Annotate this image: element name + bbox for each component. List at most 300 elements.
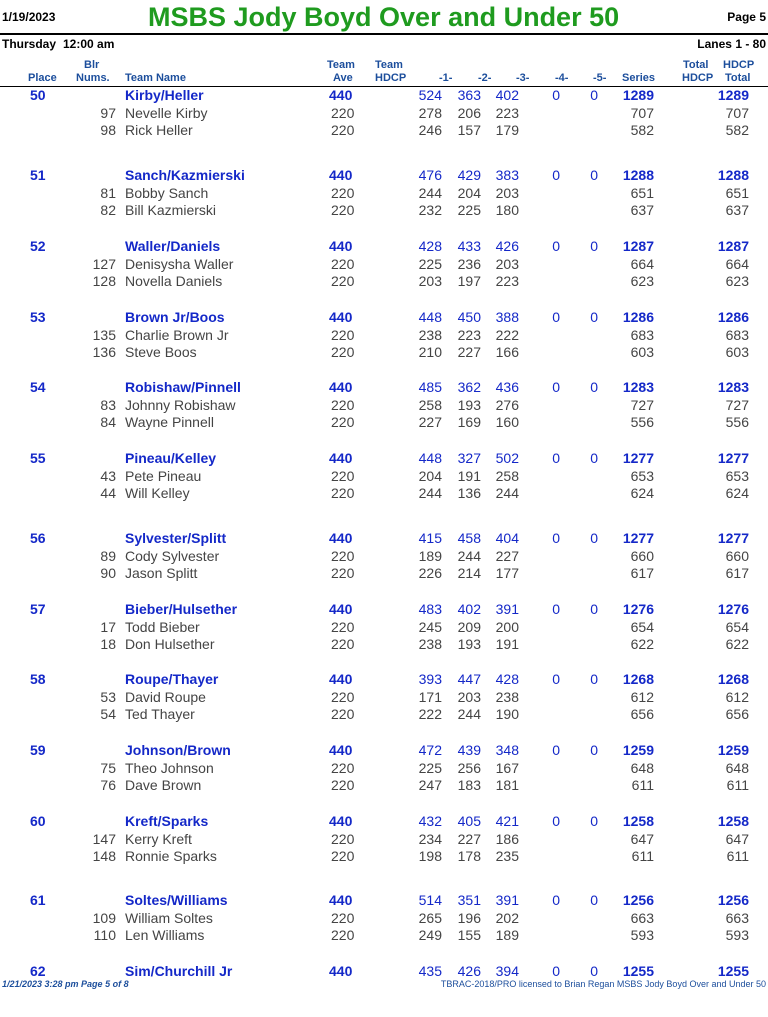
bowler-number: 53	[100, 689, 116, 705]
bowler-average: 220	[331, 777, 355, 793]
bowler-game-3: 203	[495, 256, 519, 272]
bowler-average: 220	[331, 689, 355, 705]
team-game-1: 485	[418, 379, 442, 395]
team-series: 1277	[622, 450, 654, 466]
bowler-game-1: 225	[418, 256, 442, 272]
bowler-number: 75	[100, 760, 116, 776]
bowler-average: 220	[331, 122, 355, 138]
bowler-hdcp-total: 593	[725, 927, 749, 943]
team-series: 1287	[622, 238, 654, 254]
bowler-name: Wayne Pinnell	[125, 414, 214, 430]
team-series: 1288	[622, 167, 654, 183]
team-block	[0, 379, 768, 433]
bowler-average: 220	[331, 636, 355, 652]
bowler-game-1: 222	[418, 706, 442, 722]
bowler-series: 660	[630, 548, 654, 564]
bowler-number: 54	[100, 706, 116, 722]
team-name: Kirby/Heller	[125, 87, 204, 103]
bowler-series: 622	[630, 636, 654, 652]
bowler-game-2: 244	[457, 706, 481, 722]
team-game-5: 0	[590, 379, 598, 395]
team-place: 54	[30, 379, 46, 395]
team-game-4: 0	[552, 813, 560, 829]
bowler-name: Nevelle Kirby	[125, 105, 208, 121]
bowler-game-2: 227	[457, 344, 481, 360]
team-game-1: 448	[418, 450, 442, 466]
bowler-average: 220	[331, 256, 355, 272]
team-game-3: 402	[495, 87, 519, 103]
team-game-2: 439	[457, 742, 481, 758]
bowler-game-2: 236	[457, 256, 481, 272]
bowler-name: Ronnie Sparks	[125, 848, 217, 864]
bowler-game-3: 166	[495, 344, 519, 360]
team-average: 440	[329, 530, 353, 546]
team-game-5: 0	[590, 813, 598, 829]
bowler-average: 220	[331, 848, 355, 864]
bowler-number: 81	[100, 185, 116, 201]
col-game-3: -3-	[516, 72, 530, 84]
team-game-2: 327	[457, 450, 481, 466]
header-rule	[0, 33, 768, 35]
bowler-name: Johnny Robishaw	[125, 397, 236, 413]
team-game-4: 0	[552, 87, 560, 103]
bowler-hdcp-total: 651	[725, 185, 749, 201]
team-block	[0, 450, 768, 504]
league-day: Thursday	[2, 37, 57, 51]
bowler-series: 683	[630, 327, 654, 343]
team-place: 59	[30, 742, 46, 758]
bowler-name: William Soltes	[125, 910, 213, 926]
bowler-game-2: 206	[457, 105, 481, 121]
bowler-average: 220	[331, 414, 355, 430]
team-game-5: 0	[590, 671, 598, 687]
report-title: MSBS Jody Boyd Over and Under 50	[148, 2, 620, 32]
team-game-5: 0	[590, 450, 598, 466]
col-hdcp-total-bottom: Total	[725, 72, 751, 84]
bowler-series: 603	[630, 344, 654, 360]
team-game-1: 415	[418, 530, 442, 546]
team-game-4: 0	[552, 892, 560, 908]
team-average: 440	[329, 892, 353, 908]
team-block	[0, 892, 768, 946]
team-game-3: 426	[495, 238, 519, 254]
team-game-5: 0	[590, 892, 598, 908]
bowler-hdcp-total: 617	[725, 565, 749, 581]
bowler-game-3: 238	[495, 689, 519, 705]
bowler-game-3: 186	[495, 831, 519, 847]
team-game-3: 388	[495, 309, 519, 325]
team-hdcp-total: 1255	[717, 963, 749, 979]
team-hdcp-total: 1287	[717, 238, 749, 254]
bowler-hdcp-total: 660	[725, 548, 749, 564]
bowler-name: Steve Boos	[125, 344, 197, 360]
bowler-name: Theo Johnson	[125, 760, 214, 776]
bowler-number: 82	[100, 202, 116, 218]
bowler-hdcp-total: 637	[725, 202, 749, 218]
bowler-hdcp-total: 727	[725, 397, 749, 413]
team-hdcp-total: 1286	[717, 309, 749, 325]
bowler-game-2: 209	[457, 619, 481, 635]
team-name: Sanch/Kazmierski	[125, 167, 245, 183]
bowler-series: 611	[631, 777, 654, 793]
bowler-hdcp-total: 683	[725, 327, 749, 343]
bowler-hdcp-total: 582	[725, 122, 749, 138]
bowler-game-3: 189	[495, 927, 519, 943]
bowler-hdcp-total: 663	[725, 910, 749, 926]
bowler-game-1: 247	[418, 777, 442, 793]
team-hdcp-total: 1277	[717, 450, 749, 466]
team-name: Sylvester/Splitt	[125, 530, 227, 546]
team-average: 440	[329, 813, 353, 829]
team-game-1: 432	[418, 813, 442, 829]
team-game-1: 428	[418, 238, 442, 254]
bowler-series: 612	[630, 689, 654, 705]
bowler-series: 648	[630, 760, 654, 776]
bowler-game-3: 179	[495, 122, 519, 138]
bowler-hdcp-total: 603	[725, 344, 749, 360]
team-block	[0, 601, 768, 655]
team-game-4: 0	[552, 530, 560, 546]
bowler-game-3: 235	[495, 848, 519, 864]
bowler-number: 148	[92, 848, 116, 864]
bowler-average: 220	[331, 910, 355, 926]
bowler-game-2: 191	[457, 468, 481, 484]
bowler-game-1: 238	[418, 636, 442, 652]
team-game-4: 0	[552, 601, 560, 617]
bowler-game-2: 227	[457, 831, 481, 847]
bowler-number: 43	[100, 468, 116, 484]
bowler-series: 663	[630, 910, 654, 926]
bowler-number: 83	[100, 397, 116, 413]
team-game-3: 394	[495, 963, 519, 979]
bowler-number: 127	[92, 256, 116, 272]
bowler-hdcp-total: 654	[725, 619, 749, 635]
team-game-3: 391	[495, 601, 519, 617]
bowler-game-3: 177	[495, 565, 519, 581]
col-series: Series	[622, 72, 656, 84]
team-game-1: 435	[418, 963, 442, 979]
bowler-name: Charlie Brown Jr	[125, 327, 229, 343]
bowler-game-2: 214	[457, 565, 481, 581]
team-series: 1283	[622, 379, 654, 395]
bowler-name: Kerry Kreft	[125, 831, 192, 847]
team-series: 1268	[622, 671, 654, 687]
bowler-average: 220	[331, 831, 355, 847]
team-name: Waller/Daniels	[125, 238, 221, 254]
bowler-average: 220	[331, 202, 355, 218]
bowler-name: Bill Kazmierski	[125, 202, 217, 218]
bowler-game-1: 171	[418, 689, 442, 705]
bowler-number: 84	[100, 414, 116, 430]
bowler-number: 17	[100, 619, 116, 635]
bowler-game-3: 203	[495, 185, 519, 201]
team-place: 52	[30, 238, 46, 254]
team-block	[0, 87, 768, 141]
bowler-game-1: 226	[418, 565, 442, 581]
team-hdcp-total: 1289	[717, 87, 749, 103]
bowler-game-1: 244	[418, 185, 442, 201]
team-game-2: 429	[457, 167, 481, 183]
bowler-number: 76	[100, 777, 116, 793]
team-series: 1277	[622, 530, 654, 546]
team-hdcp-total: 1276	[717, 601, 749, 617]
bowler-average: 220	[331, 185, 355, 201]
bowler-series: 707	[630, 105, 654, 121]
bowler-game-3: 223	[495, 105, 519, 121]
bowler-name: Novella Daniels	[125, 273, 223, 289]
team-game-2: 405	[457, 813, 481, 829]
team-game-5: 0	[590, 309, 598, 325]
team-average: 440	[329, 379, 353, 395]
team-game-5: 0	[590, 742, 598, 758]
bowler-game-3: 167	[495, 760, 519, 776]
bowler-average: 220	[331, 565, 355, 581]
col-team-ave-top: Team	[327, 59, 355, 71]
team-game-4: 0	[552, 238, 560, 254]
bowler-game-1: 198	[418, 848, 442, 864]
team-game-4: 0	[552, 450, 560, 466]
team-average: 440	[329, 167, 353, 183]
team-average: 440	[329, 238, 353, 254]
col-total-hdcp-top: Total	[683, 59, 709, 71]
bowler-game-2: 193	[457, 636, 481, 652]
bowler-number: 18	[100, 636, 116, 652]
bowler-name: Pete Pineau	[125, 468, 202, 484]
bowler-game-2: 204	[457, 185, 481, 201]
bowler-number: 97	[100, 105, 116, 121]
bowler-game-2: 136	[457, 485, 481, 501]
bowler-game-3: 180	[495, 202, 519, 218]
bowler-hdcp-total: 648	[725, 760, 749, 776]
team-series: 1276	[622, 601, 654, 617]
bowler-average: 220	[331, 706, 355, 722]
team-game-2: 363	[457, 87, 481, 103]
bowler-name: Denisysha Waller	[125, 256, 234, 272]
team-block	[0, 742, 768, 796]
team-series: 1258	[622, 813, 654, 829]
footer-print-info: 1/21/2023 3:28 pm Page 5 of 8	[2, 979, 129, 989]
lanes-range: Lanes 1 - 80	[697, 37, 766, 51]
team-game-4: 0	[552, 309, 560, 325]
team-game-4: 0	[552, 742, 560, 758]
col-game-5: -5-	[593, 72, 607, 84]
bowler-game-1: 258	[418, 397, 442, 413]
team-block	[0, 813, 768, 867]
team-game-3: 502	[495, 450, 519, 466]
bowler-number: 136	[92, 344, 116, 360]
team-game-4: 0	[552, 963, 560, 979]
team-series: 1289	[622, 87, 654, 103]
team-game-1: 448	[418, 309, 442, 325]
team-hdcp-total: 1259	[717, 742, 749, 758]
bowler-hdcp-total: 611	[726, 848, 749, 864]
team-game-2: 458	[457, 530, 481, 546]
team-game-2: 362	[457, 379, 481, 395]
bowler-game-3: 276	[495, 397, 519, 413]
bowler-average: 220	[331, 760, 355, 776]
bowler-average: 220	[331, 344, 355, 360]
bowler-name: Will Kelley	[125, 485, 190, 501]
team-game-2: 433	[457, 238, 481, 254]
team-game-5: 0	[590, 601, 598, 617]
bowler-game-1: 238	[418, 327, 442, 343]
bowler-hdcp-total: 623	[725, 273, 749, 289]
bowler-series: 556	[630, 414, 654, 430]
team-name: Roupe/Thayer	[125, 671, 219, 687]
team-place: 51	[30, 167, 46, 183]
bowler-name: Cody Sylvester	[125, 548, 220, 564]
bowler-name: Rick Heller	[125, 122, 193, 138]
footer-license: TBRAC-2018/PRO licensed to Brian Regan MSBS Jody Boyd Over and Under 50	[440, 979, 766, 989]
bowler-number: 147	[92, 831, 116, 847]
bowler-number: 44	[100, 485, 116, 501]
bowler-game-2: 193	[457, 397, 481, 413]
team-average: 440	[329, 963, 353, 979]
bowler-game-3: 200	[495, 619, 519, 635]
team-game-4: 0	[552, 379, 560, 395]
bowler-game-2: 225	[457, 202, 481, 218]
team-average: 440	[329, 601, 353, 617]
team-game-5: 0	[590, 963, 598, 979]
team-average: 440	[329, 671, 353, 687]
bowler-number: 89	[100, 548, 116, 564]
team-game-5: 0	[590, 238, 598, 254]
team-series: 1255	[622, 963, 654, 979]
bowler-average: 220	[331, 327, 355, 343]
bowler-name: David Roupe	[125, 689, 206, 705]
col-game-1: -1-	[439, 72, 453, 84]
team-place: 53	[30, 309, 46, 325]
team-name: Pineau/Kelley	[125, 450, 217, 466]
bowler-game-1: 245	[418, 619, 442, 635]
bowler-game-2: 244	[457, 548, 481, 564]
bowler-series: 624	[630, 485, 654, 501]
bowler-game-2: 256	[457, 760, 481, 776]
team-game-5: 0	[590, 530, 598, 546]
bowler-game-1: 265	[418, 910, 442, 926]
bowler-series: 727	[630, 397, 654, 413]
bowler-game-2: 197	[457, 273, 481, 289]
bowler-game-1: 204	[418, 468, 442, 484]
bowler-series: 611	[631, 848, 654, 864]
bowler-average: 220	[331, 397, 355, 413]
bowler-game-3: 227	[495, 548, 519, 564]
team-name: Sim/Churchill Jr	[125, 963, 233, 979]
team-game-3: 404	[495, 530, 519, 546]
col-place: Place	[28, 72, 57, 84]
bowler-game-1: 234	[418, 831, 442, 847]
team-place: 50	[30, 87, 46, 103]
team-game-2: 426	[457, 963, 481, 979]
bowler-series: 593	[630, 927, 654, 943]
team-game-3: 428	[495, 671, 519, 687]
team-game-5: 0	[590, 87, 598, 103]
team-game-3: 421	[495, 813, 519, 829]
team-game-4: 0	[552, 671, 560, 687]
bowler-game-2: 196	[457, 910, 481, 926]
bowler-number: 110	[93, 927, 116, 943]
team-place: 57	[30, 601, 46, 617]
bowler-hdcp-total: 656	[725, 706, 749, 722]
team-hdcp-total: 1268	[717, 671, 749, 687]
bowler-number: 90	[100, 565, 116, 581]
bowler-name: Jason Splitt	[125, 565, 198, 581]
bowler-average: 220	[331, 927, 355, 943]
team-average: 440	[329, 450, 353, 466]
team-series: 1259	[622, 742, 654, 758]
bowler-game-3: 222	[495, 327, 519, 343]
bowler-game-1: 244	[418, 485, 442, 501]
team-hdcp-total: 1288	[717, 167, 749, 183]
bowler-name: Bobby Sanch	[125, 185, 209, 201]
bowler-name: Todd Bieber	[125, 619, 200, 635]
col-team-name: Team Name	[125, 72, 186, 84]
bowler-hdcp-total: 707	[725, 105, 749, 121]
bowler-name: Dave Brown	[125, 777, 202, 793]
bowler-average: 220	[331, 273, 355, 289]
team-game-3: 391	[495, 892, 519, 908]
bowler-number: 128	[92, 273, 116, 289]
bowler-series: 651	[630, 185, 654, 201]
col-team-ave-bottom: Ave	[333, 72, 353, 84]
team-game-1: 514	[418, 892, 442, 908]
team-place: 62	[30, 963, 46, 979]
bowler-game-1: 203	[418, 273, 442, 289]
bowler-average: 220	[331, 485, 355, 501]
team-game-2: 402	[457, 601, 481, 617]
bowler-series: 582	[630, 122, 654, 138]
bowler-game-3: 181	[495, 777, 519, 793]
bowler-game-1: 225	[418, 760, 442, 776]
bowler-game-3: 191	[495, 636, 519, 652]
bowler-game-2: 178	[457, 848, 481, 864]
team-place: 60	[30, 813, 46, 829]
bowler-game-2: 169	[457, 414, 481, 430]
team-place: 58	[30, 671, 46, 687]
bowler-series: 617	[630, 565, 654, 581]
team-game-3: 348	[495, 742, 519, 758]
bowler-series: 664	[630, 256, 654, 272]
team-hdcp-total: 1258	[717, 813, 749, 829]
bowler-hdcp-total: 624	[725, 485, 749, 501]
bowler-hdcp-total: 556	[725, 414, 749, 430]
team-game-1: 483	[418, 601, 442, 617]
col-blr-top: Blr	[84, 59, 100, 71]
bowler-game-1: 210	[418, 344, 442, 360]
bowler-game-3: 244	[495, 485, 519, 501]
team-place: 56	[30, 530, 46, 546]
team-game-1: 472	[418, 742, 442, 758]
bowler-game-2: 203	[457, 689, 481, 705]
bowler-game-2: 157	[457, 122, 481, 138]
team-game-1: 476	[418, 167, 442, 183]
team-block	[0, 963, 768, 1017]
col-hdcp-total-top: HDCP	[723, 59, 755, 71]
team-name: Kreft/Sparks	[125, 813, 209, 829]
league-time: 12:00 am	[63, 37, 115, 51]
team-place: 55	[30, 450, 46, 466]
col-game-4: -4-	[555, 72, 569, 84]
page-number: Page 5	[727, 10, 766, 24]
team-game-3: 383	[495, 167, 519, 183]
bowler-game-3: 223	[495, 273, 519, 289]
bowler-average: 220	[331, 468, 355, 484]
bowler-game-1: 249	[418, 927, 442, 943]
bowler-average: 220	[331, 619, 355, 635]
bowler-hdcp-total: 622	[725, 636, 749, 652]
bowler-hdcp-total: 612	[725, 689, 749, 705]
team-series: 1256	[622, 892, 654, 908]
